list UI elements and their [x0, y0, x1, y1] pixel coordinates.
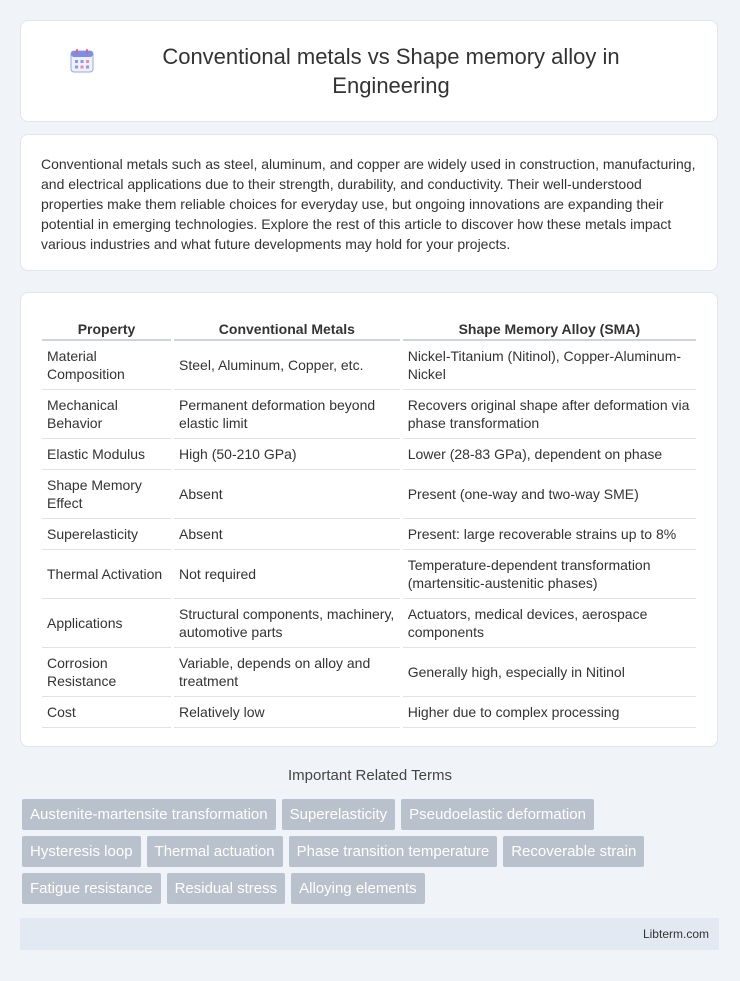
table-cell-sma: Lower (28-83 GPa), dependent on phase [403, 439, 696, 470]
table-cell-conventional: Relatively low [174, 697, 400, 728]
table-cell-property: Superelasticity [42, 519, 171, 550]
table-row [42, 648, 696, 697]
table-row [42, 697, 696, 728]
table-cell-sma: Nickel-Titanium (Nitinol), Copper-Aluminum-Nickel [403, 341, 696, 390]
table-row [42, 519, 696, 550]
footer-site-link[interactable]: Libterm.com [642, 927, 709, 941]
comparison-table [39, 313, 699, 728]
column-header-conventional-metals: Conventional Metals [174, 313, 400, 341]
table-cell-property: Cost [42, 697, 171, 728]
tag-hysteresis-loop[interactable]: Hysteresis loop [22, 836, 141, 867]
table-cell-conventional: Absent [174, 519, 400, 550]
table-cell-conventional: Variable, depends on alloy and treatment [174, 648, 400, 697]
table-cell-sma: Higher due to complex processing [403, 697, 696, 728]
table-cell-property: Material Composition [42, 341, 171, 390]
column-header-sma: Shape Memory Alloy (SMA) [403, 313, 696, 341]
table-cell-sma: Actuators, medical devices, aerospace components [403, 599, 696, 648]
table-cell-sma: Temperature-dependent transformation (martensitic-austenitic phases) [403, 550, 696, 599]
table-row [42, 470, 696, 519]
tag-alloying-elements[interactable]: Alloying elements [291, 873, 425, 904]
intro-paragraph: Conventional metals such as steel, aluminum, and copper are widely used in construction, manufacturing, and electrical applications due to their strength, durability, and conductivity. Their well-understood properties make them reliable choices for everyday use, but ongoing innovations are expanding their potential in emerging technologies. Explore the rest of this article to discover how these metals impact various industries and what future developments may hold for your projects. [41, 156, 696, 252]
tag-pseudoelastic-deformation[interactable]: Pseudoelastic deformation [401, 799, 594, 830]
related-terms-title: Important Related Terms [288, 767, 452, 784]
table-cell-property: Mechanical Behavior [42, 390, 171, 439]
intro-card [20, 134, 718, 271]
table-cell-conventional: Permanent deformation beyond elastic limit [174, 390, 400, 439]
table-row [42, 439, 696, 470]
table-cell-property: Thermal Activation [42, 550, 171, 599]
footer-bar [20, 918, 719, 950]
table-header-row [42, 313, 696, 341]
tag-recoverable-strain[interactable]: Recoverable strain [503, 836, 644, 867]
column-header-property: Property [42, 313, 171, 341]
tag-phase-transition-temperature[interactable]: Phase transition temperature [289, 836, 498, 867]
table-row [42, 341, 696, 390]
header-card [20, 20, 718, 122]
table-cell-property: Shape Memory Effect [42, 470, 171, 519]
table-cell-conventional: Absent [174, 470, 400, 519]
tag-thermal-actuation[interactable]: Thermal actuation [147, 836, 283, 867]
table-cell-conventional: High (50-210 GPa) [174, 439, 400, 470]
tag-fatigue-resistance[interactable]: Fatigue resistance [22, 873, 161, 904]
table-cell-property: Applications [42, 599, 171, 648]
comparison-table-card [20, 292, 718, 747]
table-cell-conventional: Structural components, machinery, automotive parts [174, 599, 400, 648]
table-cell-sma: Generally high, especially in Nitinol [403, 648, 696, 697]
table-cell-sma: Present: large recoverable strains up to 8% [403, 519, 696, 550]
page-title: Conventional metals vs Shape memory alloy in Engineering [162, 44, 620, 98]
table-row [42, 550, 696, 599]
table-cell-conventional: Not required [174, 550, 400, 599]
related-terms-tags [22, 799, 722, 910]
table-cell-sma: Recovers original shape after deformation via phase transformation [403, 390, 696, 439]
table-row [42, 390, 696, 439]
tag-residual-stress[interactable]: Residual stress [167, 873, 286, 904]
table-cell-conventional: Steel, Aluminum, Copper, etc. [174, 341, 400, 390]
calendar-grid-icon [69, 48, 95, 74]
tag-austenite-martensite-transformation[interactable]: Austenite-martensite transformation [22, 799, 276, 830]
table-cell-property: Corrosion Resistance [42, 648, 171, 697]
table-cell-property: Elastic Modulus [42, 439, 171, 470]
table-cell-sma: Present (one-way and two-way SME) [403, 470, 696, 519]
table-row [42, 599, 696, 648]
tag-superelasticity[interactable]: Superelasticity [282, 799, 396, 830]
